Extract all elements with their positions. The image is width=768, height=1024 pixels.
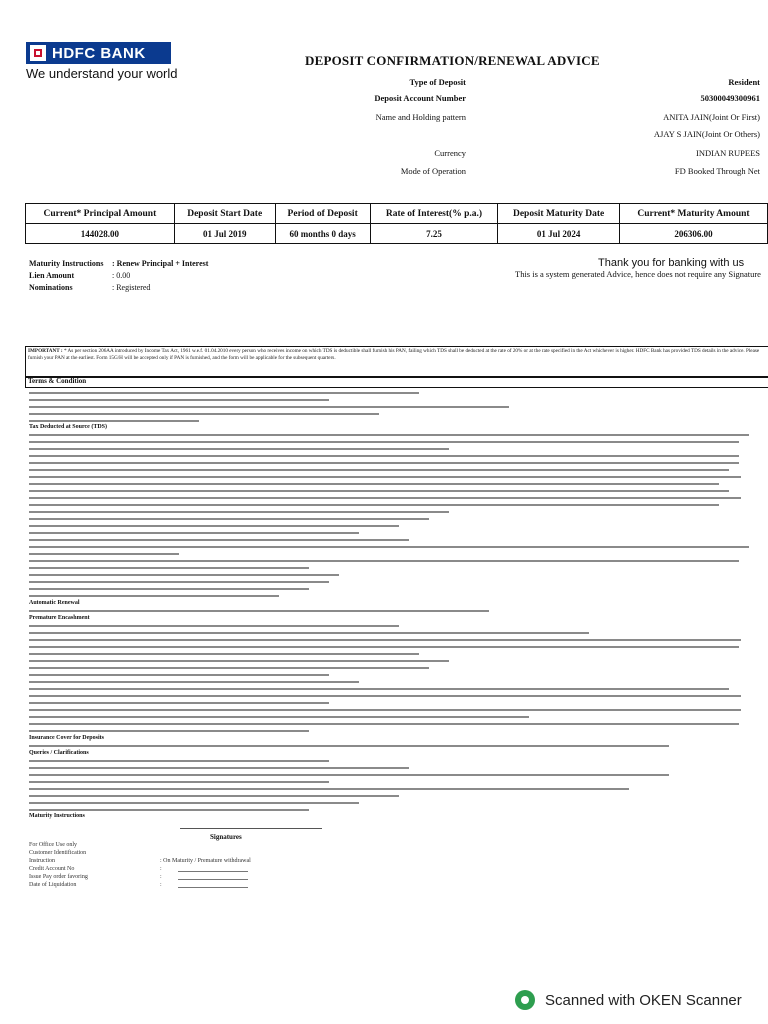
- table-cell: 144028.00: [26, 224, 175, 244]
- terms-box: [25, 376, 768, 388]
- maturity-value: : Renew Principal + Interest: [112, 259, 209, 268]
- terms-line: [29, 745, 669, 747]
- terms-line: [29, 420, 199, 422]
- terms-line: [29, 546, 749, 548]
- terms-line: [29, 595, 279, 597]
- office-use-label: For Office Use only: [29, 842, 78, 848]
- lien-value: : 0.00: [112, 271, 131, 280]
- terms-line: [29, 406, 509, 408]
- bank-tagline: We understand your world: [26, 66, 178, 81]
- detail-value-account: 50300049300961: [700, 93, 760, 103]
- terms-line: [29, 716, 529, 718]
- credit-account-label: Credit Account No: [29, 866, 75, 872]
- deposit-summary-table: [25, 203, 768, 244]
- detail-label-currency: Currency: [434, 148, 466, 158]
- detail-label-mode: Mode of Operation: [400, 166, 466, 176]
- terms-line: [29, 702, 329, 704]
- terms-line: [29, 660, 449, 662]
- terms-line: [29, 441, 739, 443]
- pay-order-label: Issue Pay order favoring: [29, 874, 88, 880]
- table-header: Deposit Maturity Date: [498, 204, 620, 224]
- terms-section-queries: Queries / Clarifications: [29, 750, 89, 756]
- lien-label: Lien Amount: [29, 271, 75, 280]
- terms-line: [29, 695, 741, 697]
- terms-line: [29, 588, 309, 590]
- terms-line: [29, 788, 629, 790]
- terms-line: [29, 709, 741, 711]
- terms-line: [29, 646, 739, 648]
- terms-section-maturity: Maturity Instructions: [29, 813, 85, 819]
- instruction-value: : On Maturity / Premature withdrawal: [160, 858, 251, 864]
- signature-line: [180, 828, 322, 829]
- terms-line: [29, 399, 329, 401]
- bank-logo-text: HDFC BANK: [52, 44, 146, 62]
- terms-line: [29, 455, 739, 457]
- scanner-logo-icon: [515, 990, 535, 1010]
- scanner-text: Scanned with OKEN Scanner: [545, 991, 742, 1009]
- liquidation-date-label: Date of Liquidation: [29, 882, 77, 888]
- terms-line: [29, 730, 309, 732]
- terms-line: [29, 723, 739, 725]
- terms-line: [29, 688, 729, 690]
- terms-line: [29, 525, 399, 527]
- terms-line: [29, 681, 359, 683]
- instruction-label: Instruction: [29, 858, 55, 864]
- terms-line: [29, 809, 309, 811]
- terms-line: [29, 653, 419, 655]
- terms-line: [29, 469, 729, 471]
- terms-line: [29, 476, 741, 478]
- table-header: Deposit Start Date: [174, 204, 275, 224]
- terms-section-premature: Premature Encashment: [29, 615, 90, 621]
- detail-label-type: Type of Deposit: [409, 77, 466, 87]
- detail-label-account: Deposit Account Number: [374, 93, 466, 103]
- detail-value-holder-2: AJAY S JAIN(Joint Or Others): [653, 129, 760, 139]
- terms-section-insurance: Insurance Cover for Deposits: [29, 735, 104, 741]
- terms-line: [29, 610, 489, 612]
- terms-title: Terms & Condition: [28, 377, 87, 385]
- terms-line: [29, 774, 669, 776]
- terms-line: [29, 574, 339, 576]
- table-cell: 60 months 0 days: [275, 224, 370, 244]
- pay-order-value: :: [160, 874, 162, 880]
- table-row: [26, 224, 768, 244]
- nomination-label: Nominations: [29, 283, 73, 292]
- maturity-label: Maturity Instructions: [29, 259, 104, 268]
- terms-line: [29, 392, 419, 394]
- terms-line: [29, 511, 449, 513]
- credit-account-value: :: [160, 866, 162, 872]
- thanks-note: Thank you for banking with us: [598, 257, 745, 269]
- terms-section-tds: Tax Deducted at Source (TDS): [29, 424, 108, 430]
- detail-value-mode: FD Booked Through Net: [674, 166, 760, 176]
- important-text: * As per section 206AA introduced by Income Tax Act, 1961 w.e.f. 01.04.2010 every person who receives income on which TDS is deductible shall furnish his PAN, failing which TDS shall be deducted at the rate of 20% or at the rate specified in the Act whichever is higher. HDFC Bank has provided TDS details in the advice. Please furnish your PAN at the earliest. Form 15G/H will be accepted only if PAN is furnished, and the form will be applicable for the subsequent quarters.: [28, 348, 760, 361]
- signature-label: Signatures: [210, 833, 242, 841]
- detail-value-type: Resident: [728, 77, 760, 87]
- terms-line: [29, 448, 449, 450]
- credit-account-field-line: [178, 871, 248, 872]
- document-title: DEPOSIT CONFIRMATION/RENEWAL ADVICE: [305, 53, 600, 68]
- table-cell: 206306.00: [619, 224, 767, 244]
- terms-line: [29, 667, 429, 669]
- terms-section-renewal: Automatic Renewal: [29, 600, 80, 606]
- terms-line: [29, 674, 329, 676]
- terms-line: [29, 632, 589, 634]
- terms-line: [29, 539, 409, 541]
- table-header-row: [26, 204, 768, 224]
- terms-line: [29, 781, 329, 783]
- bank-logo-icon: [30, 45, 46, 61]
- terms-line: [29, 567, 309, 569]
- terms-line: [29, 802, 359, 804]
- terms-line: [29, 413, 379, 415]
- terms-line: [29, 767, 409, 769]
- liquidation-date-field-line: [178, 887, 248, 888]
- terms-line: [29, 518, 429, 520]
- terms-line: [29, 639, 741, 641]
- detail-value-currency: INDIAN RUPEES: [696, 148, 760, 158]
- terms-line: [29, 760, 329, 762]
- nomination-value: : Registered: [112, 283, 151, 292]
- important-label: IMPORTANT :: [28, 348, 63, 354]
- system-generated-note: This is a system generated Advice, hence does not require any Signature: [515, 269, 761, 279]
- terms-line: [29, 483, 719, 485]
- terms-line: [29, 434, 749, 436]
- detail-value-holder-1: ANITA JAIN(Joint Or First): [663, 112, 760, 122]
- terms-line: [29, 795, 399, 797]
- liquidation-date-value: :: [160, 882, 162, 888]
- terms-line: [29, 581, 329, 583]
- table-cell: 7.25: [370, 224, 498, 244]
- important-text-block: [28, 348, 763, 362]
- table-header: Period of Deposit: [275, 204, 370, 224]
- terms-line: [29, 462, 739, 464]
- terms-line: [29, 490, 729, 492]
- bank-logo: [26, 42, 171, 64]
- table-cell: 01 Jul 2019: [174, 224, 275, 244]
- terms-line: [29, 625, 399, 627]
- customer-id-label: Customer Identification: [29, 850, 87, 856]
- terms-line: [29, 504, 719, 506]
- terms-line: [29, 560, 739, 562]
- scanner-watermark: [515, 990, 742, 1010]
- detail-label-holder: Name and Holding pattern: [375, 112, 466, 122]
- pay-order-field-line: [178, 879, 248, 880]
- table-header: Current* Maturity Amount: [619, 204, 767, 224]
- terms-line: [29, 532, 359, 534]
- table-header: Rate of Interest(% p.a.): [370, 204, 498, 224]
- terms-line: [29, 497, 741, 499]
- table-header: Current* Principal Amount: [26, 204, 175, 224]
- terms-line: [29, 553, 179, 555]
- table-cell: 01 Jul 2024: [498, 224, 620, 244]
